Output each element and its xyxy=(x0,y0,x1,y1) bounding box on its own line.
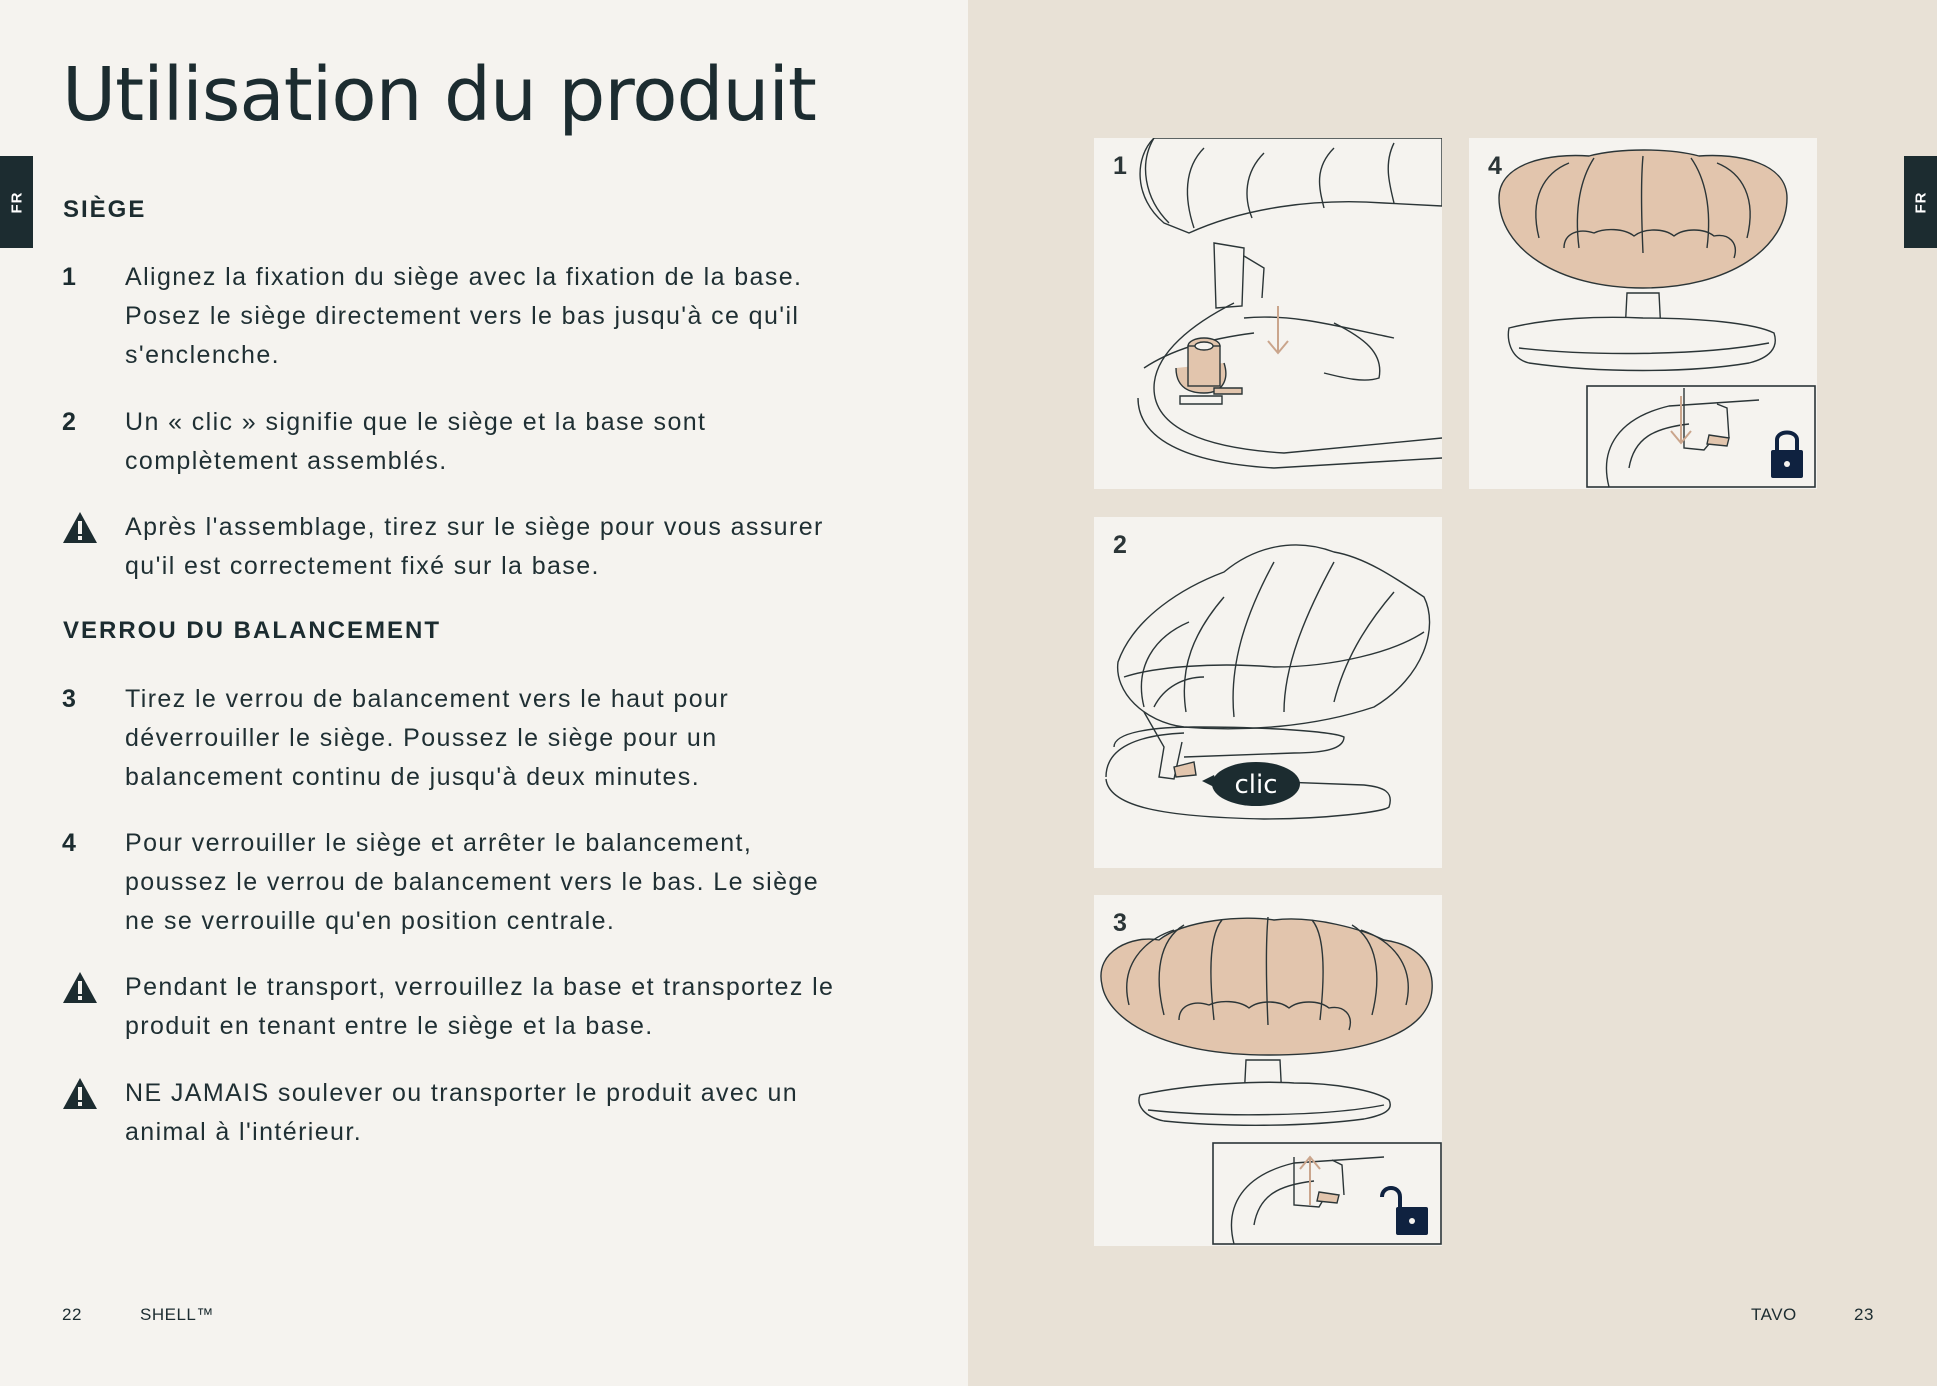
step-number: 4 xyxy=(62,829,76,857)
section-heading-siege: SIÈGE xyxy=(63,196,147,223)
instruction-text: Pour verrouiller le siège et arrêter le balancement, poussez le verrou de balancement vers le bas. Le siège ne se verrouille qu'en position centrale. xyxy=(125,829,820,935)
product-name-right: TAVO xyxy=(1751,1305,1797,1324)
instruction-text: Tirez le verrou de balancement vers le haut pour déverrouiller le siège. Poussez le siège pour un balancement continu de jusqu'à deux minutes. xyxy=(125,685,730,791)
language-tab: FR xyxy=(0,156,33,248)
step-number: 3 xyxy=(62,685,76,713)
figure-step-2 xyxy=(1094,517,1442,868)
instruction-text: Un « clic » signifie que le siège et la base sont complètement assemblés. xyxy=(125,408,707,475)
seat-click-illustration xyxy=(1094,517,1442,868)
language-tab: FR xyxy=(1904,156,1937,248)
warning-text: Pendant le transport, verrouillez la base et transportez le produit en tenant entre le siège et la base. xyxy=(125,973,835,1040)
figure-step-number: 3 xyxy=(1113,909,1127,937)
seat-unlock-illustration xyxy=(1094,895,1442,1246)
warning-icon xyxy=(62,1077,98,1110)
warning-icon xyxy=(62,971,98,1004)
seat-lock-illustration xyxy=(1469,138,1817,489)
figure-step-3 xyxy=(1094,895,1442,1246)
section-heading-verrou: VERROU DU BALANCEMENT xyxy=(63,617,441,644)
left-page xyxy=(0,0,968,1386)
page-title: Utilisation du produit xyxy=(62,52,816,138)
figure-step-number: 2 xyxy=(1113,531,1127,559)
click-label: clic xyxy=(1234,770,1278,800)
seat-attach-illustration xyxy=(1094,138,1442,489)
figure-step-4 xyxy=(1469,138,1817,489)
product-name-left: SHELL™ xyxy=(140,1305,214,1324)
warning-text: NE JAMAIS soulever ou transporter le produit avec un animal à l'intérieur. xyxy=(125,1079,799,1146)
warning-text: Après l'assemblage, tirez sur le siège pour vous assurer qu'il est correctement fixé sur la base. xyxy=(125,513,824,580)
figure-step-number: 1 xyxy=(1113,152,1127,180)
figure-step-1 xyxy=(1094,138,1442,489)
figure-step-number: 4 xyxy=(1488,152,1502,180)
step-number: 2 xyxy=(62,408,76,436)
page-number-right: 23 xyxy=(1854,1305,1874,1324)
step-number: 1 xyxy=(62,263,76,291)
instruction-text: Alignez la fixation du siège avec la fixation de la base. Posez le siège directement vers le bas jusqu'à ce qu'il s'enclenche. xyxy=(125,263,803,369)
warning-icon xyxy=(62,511,98,544)
page-number-left: 22 xyxy=(62,1305,82,1324)
